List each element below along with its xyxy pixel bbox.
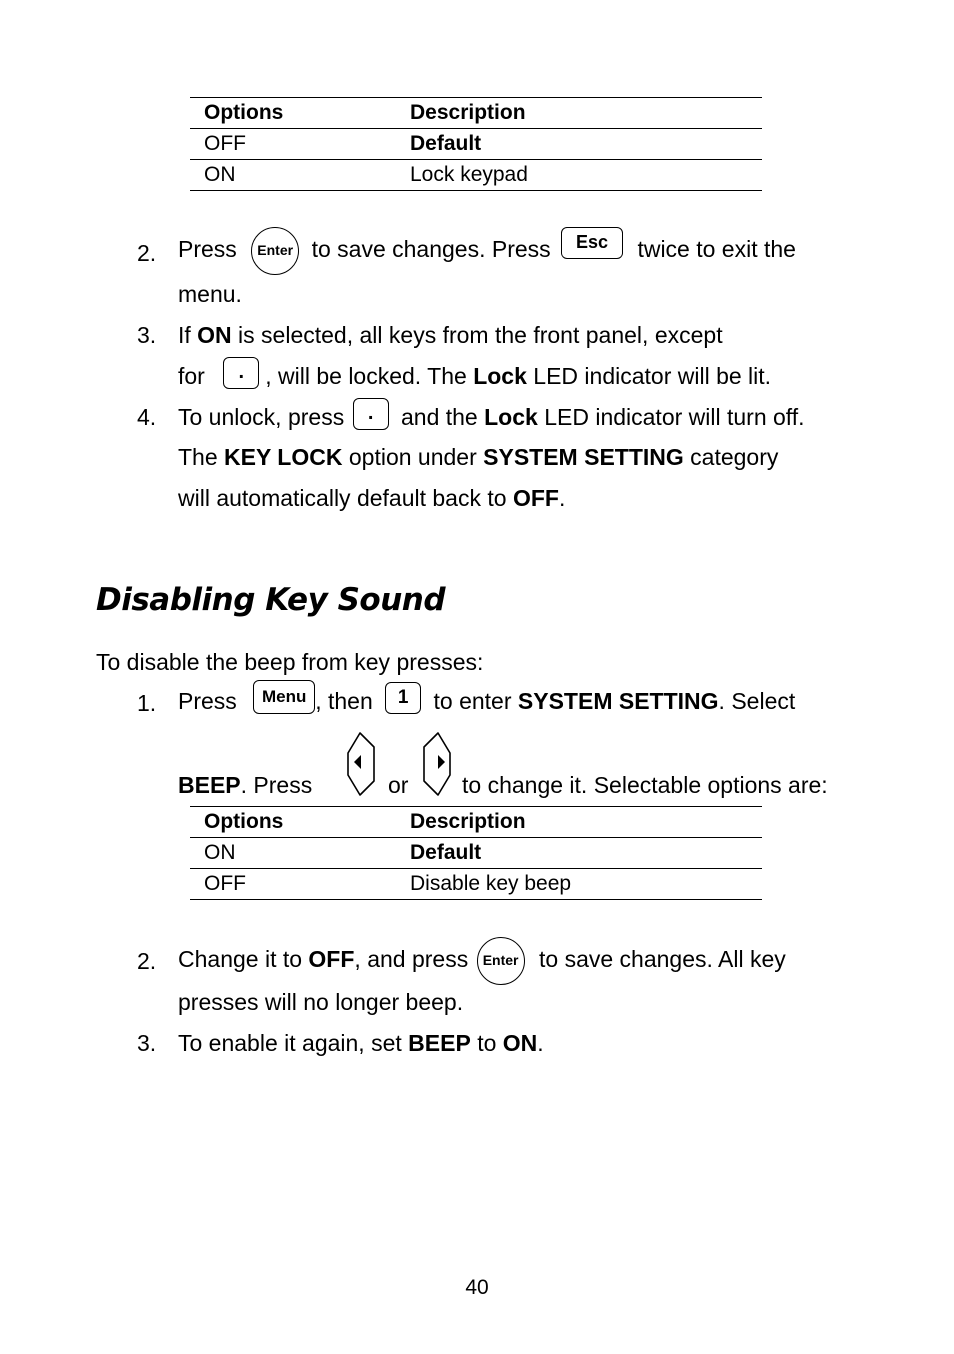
table-header-row bbox=[190, 98, 762, 129]
step-3-line-1 bbox=[178, 322, 723, 349]
step-b3-line-1 bbox=[178, 1030, 544, 1057]
step-number: 3. bbox=[137, 1030, 157, 1056]
table-cell-description: Lock keypad bbox=[396, 160, 762, 191]
step-text: The bbox=[178, 444, 225, 470]
step-number: 2. bbox=[137, 948, 157, 974]
step-3-line-2 bbox=[178, 360, 772, 391]
step-bold: OFF bbox=[308, 946, 355, 973]
step-text: LED indicator will turn off. bbox=[537, 404, 805, 430]
table-cell-description: Disable key beep bbox=[396, 869, 762, 900]
table-cell-description: Default bbox=[396, 129, 762, 160]
step-4-line-1 bbox=[178, 401, 805, 432]
enter-key-icon: Enter bbox=[251, 227, 299, 275]
step-number: 1. bbox=[137, 690, 157, 716]
table-row bbox=[190, 160, 762, 191]
step-bold: BEEP bbox=[178, 772, 241, 798]
step-bold: SYSTEM SETTING bbox=[517, 688, 719, 714]
step-text: and the bbox=[400, 404, 485, 430]
left-arrow-key-icon bbox=[344, 731, 378, 797]
table-cell-option: OFF bbox=[190, 129, 396, 160]
step-4-line-3 bbox=[178, 485, 565, 512]
enter-key-icon: Enter bbox=[477, 937, 525, 985]
step-number: 3. bbox=[137, 322, 157, 348]
table-row bbox=[190, 838, 762, 869]
step-text: to bbox=[470, 1030, 503, 1056]
menu-key-icon: Menu bbox=[253, 680, 315, 714]
table-header-row bbox=[190, 807, 762, 838]
step-text: To enable it again, set bbox=[178, 1030, 409, 1056]
table-header-description: Description bbox=[396, 98, 762, 129]
page-number: 40 bbox=[465, 1276, 489, 1299]
one-key-icon: 1 bbox=[385, 682, 421, 714]
step-4-line-2 bbox=[178, 444, 778, 471]
table-cell-option: ON bbox=[190, 838, 396, 869]
step-number: 4. bbox=[137, 404, 157, 430]
step-text: Press bbox=[178, 688, 237, 714]
table-header-description: Description bbox=[396, 807, 762, 838]
step-bold: SYSTEM SETTING bbox=[483, 444, 684, 470]
step-number: 2. bbox=[137, 240, 157, 266]
step-text: Change it to bbox=[178, 946, 309, 973]
step-text: to save changes. All key bbox=[539, 946, 786, 973]
step-b2-line-2: presses will no longer beep. bbox=[178, 989, 464, 1015]
step-text: . Select bbox=[718, 688, 796, 714]
step-text: , then bbox=[315, 688, 373, 714]
step-text: option under bbox=[342, 444, 484, 470]
step-bold: Lock bbox=[484, 404, 538, 430]
dot-key-icon: . bbox=[223, 357, 259, 389]
step-b2-line-1 bbox=[178, 937, 786, 985]
step-text: to enter bbox=[433, 688, 518, 714]
step-text: , and press bbox=[354, 946, 469, 973]
table-cell-description: Default bbox=[396, 838, 762, 869]
step-text: will automatically default back to bbox=[178, 485, 513, 511]
step-text: category bbox=[683, 444, 779, 470]
step-text: If bbox=[178, 322, 198, 348]
step-text: , will be locked. The bbox=[265, 363, 474, 389]
right-arrow-key-icon bbox=[420, 731, 454, 797]
step-2-line-2: menu. bbox=[178, 281, 242, 307]
step-text: . bbox=[558, 485, 566, 511]
table-header-options: Options bbox=[190, 807, 396, 838]
step-text: to change it. Selectable options are: bbox=[462, 772, 828, 798]
step-text: . Press bbox=[240, 772, 313, 798]
step-text: twice to exit the bbox=[637, 236, 796, 263]
step-bold: ON bbox=[502, 1030, 538, 1056]
section-intro: To disable the beep from key presses: bbox=[96, 649, 484, 675]
step-text: or bbox=[388, 772, 409, 798]
table-row bbox=[190, 869, 762, 900]
step-text: Press bbox=[178, 236, 237, 263]
step-text: To unlock, press bbox=[178, 404, 345, 430]
table-row bbox=[190, 129, 762, 160]
step-text: . bbox=[537, 1030, 544, 1056]
step-text: for bbox=[178, 363, 205, 389]
step-text: LED indicator will be lit. bbox=[526, 363, 772, 389]
step-2-line-1 bbox=[178, 227, 796, 275]
step-text: is selected, all keys from the front panel, except bbox=[231, 322, 723, 348]
options-table-beep bbox=[190, 806, 762, 900]
esc-key-icon: Esc bbox=[561, 227, 623, 259]
section-title: Disabling Key Sound bbox=[96, 582, 446, 618]
step-bold: ON bbox=[197, 322, 232, 348]
step-b1-line-1 bbox=[178, 688, 795, 717]
step-bold: BEEP bbox=[408, 1030, 471, 1056]
table-cell-option: ON bbox=[190, 160, 396, 191]
step-b1-line-2a bbox=[178, 772, 312, 799]
step-text: to save changes. Press bbox=[311, 236, 551, 263]
options-table-key-lock bbox=[190, 97, 762, 191]
table-header-options: Options bbox=[190, 98, 396, 129]
table-cell-option: OFF bbox=[190, 869, 396, 900]
dot-key-icon: . bbox=[353, 398, 389, 430]
step-bold: OFF bbox=[512, 485, 559, 511]
step-bold: Lock bbox=[473, 363, 527, 389]
step-bold: KEY LOCK bbox=[224, 444, 343, 470]
